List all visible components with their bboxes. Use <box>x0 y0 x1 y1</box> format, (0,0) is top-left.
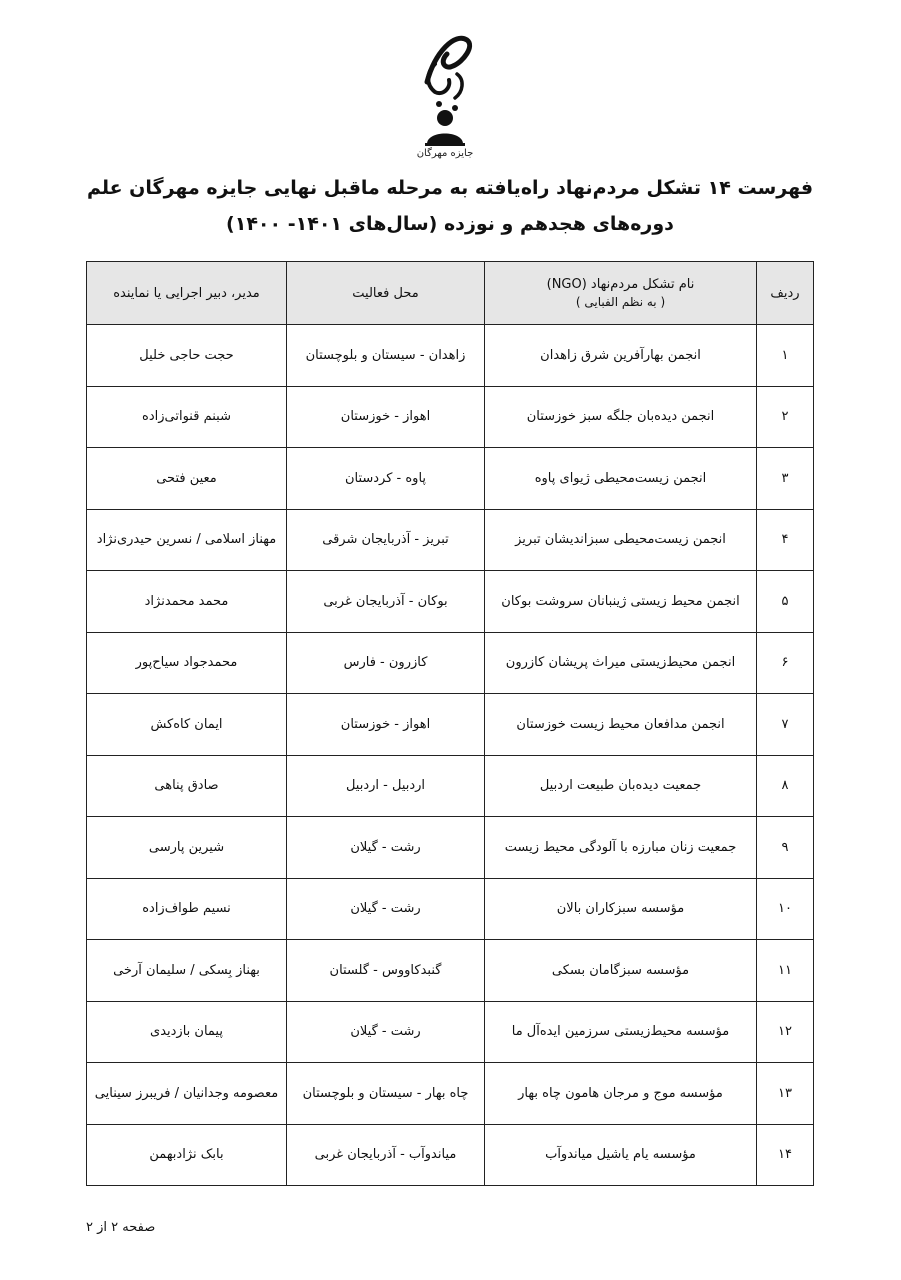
ngo-name: مؤسسه یام یاشیل میاندوآب <box>485 1124 757 1186</box>
ngo-location: رشت - گیلان <box>287 1001 485 1063</box>
table-row <box>87 1001 814 1063</box>
ngo-location: میاندوآب - آذربایجان غربی <box>287 1124 485 1186</box>
table-row <box>87 940 814 1002</box>
row-number: ۱۰ <box>757 878 814 940</box>
ngo-name: جمعیت زنان مبارزه با آلودگی محیط زیست <box>485 817 757 879</box>
ngo-manager: شبنم قنواتی‌زاده <box>87 386 287 448</box>
page-number: صفحه ۲ از ۲ <box>86 1220 156 1235</box>
header-row-number: ردیف <box>757 262 814 325</box>
ngo-name: انجمن بهارآفرین شرق زاهدان <box>485 325 757 387</box>
row-number: ۱ <box>757 325 814 387</box>
ngo-location: زاهدان - سیستان و بلوچستان <box>287 325 485 387</box>
header-location: محل فعالیت <box>287 262 485 325</box>
row-number: ۷ <box>757 694 814 756</box>
ngo-manager: محمدجواد سیاح‌پور <box>87 632 287 694</box>
header-ngo-name-label: نام تشکل مردم‌نهاد (NGO) <box>546 277 695 292</box>
ngo-manager: معصومه وجدانیان / فریبرز سینایی <box>87 1063 287 1125</box>
ngo-name: مؤسسه محیط‌زیستی سرزمین ایده‌آل ما <box>485 1001 757 1063</box>
ngo-name: مؤسسه سبزگامان بسکی <box>485 940 757 1002</box>
row-number: ۸ <box>757 755 814 817</box>
table-row <box>87 386 814 448</box>
ngo-manager: محمد محمدنژاد <box>87 571 287 633</box>
header-manager: مدیر، دبیر اجرایی یا نماینده <box>87 262 287 325</box>
table-row <box>87 1124 814 1186</box>
row-number: ۱۳ <box>757 1063 814 1125</box>
ngo-manager: شیرین پارسی <box>87 817 287 879</box>
ngo-manager: معین فتحی <box>87 448 287 510</box>
table-row <box>87 632 814 694</box>
row-number: ۳ <box>757 448 814 510</box>
row-number: ۶ <box>757 632 814 694</box>
ngo-manager: پیمان بازدیدی <box>87 1001 287 1063</box>
ngo-manager: بابک نژادبهمن <box>87 1124 287 1186</box>
ngo-table <box>86 261 814 1186</box>
ngo-manager: ایمان کاه‌کش <box>87 694 287 756</box>
ngo-location: رشت - گیلان <box>287 878 485 940</box>
table-row <box>87 509 814 571</box>
page-subtitle: دوره‌های هجدهم و نوزده (سال‌های ۱۴۰۱- ۱۴۰۰) <box>226 213 674 235</box>
table-row <box>87 448 814 510</box>
table-row <box>87 694 814 756</box>
ngo-location: کازرون - فارس <box>287 632 485 694</box>
logo-caption: جایزه مهرگان <box>416 148 474 159</box>
row-number: ۱۴ <box>757 1124 814 1186</box>
ngo-location: بوکان - آذربایجان غربی <box>287 571 485 633</box>
ngo-location: گنبدکاووس - گلستان <box>287 940 485 1002</box>
row-number: ۲ <box>757 386 814 448</box>
ngo-name: انجمن دیده‌بان جلگه سبز خوزستان <box>485 386 757 448</box>
row-number: ۵ <box>757 571 814 633</box>
ngo-location: اهواز - خوزستان <box>287 386 485 448</box>
row-number: ۴ <box>757 509 814 571</box>
ngo-location: پاوه - کردستان <box>287 448 485 510</box>
ngo-name: انجمن محیط زیستی ژینبانان سروشت بوکان <box>485 571 757 633</box>
ngo-name: جمعیت دیده‌بان طبیعت اردبیل <box>485 755 757 817</box>
table-row <box>87 878 814 940</box>
ngo-manager: صادق پناهی <box>87 755 287 817</box>
ngo-manager: مهناز اسلامی / نسرین حیدری‌نژاد <box>87 509 287 571</box>
ngo-manager: نسیم طواف‌زاده <box>87 878 287 940</box>
ngo-name: انجمن زیست‌محیطی سبزاندیشان تبریز <box>485 509 757 571</box>
table-row <box>87 1063 814 1125</box>
ngo-location: تبریز - آذربایجان شرقی <box>287 509 485 571</box>
ngo-manager: بهناز بِسکی / سلیمان آرخی <box>87 940 287 1002</box>
header-ngo-name <box>485 262 757 325</box>
ngo-location: اردبیل - اردبیل <box>287 755 485 817</box>
row-number: ۱۲ <box>757 1001 814 1063</box>
page-title: فهرست ۱۴ تشکل مردم‌نهاد راه‌یافته به مرحله ماقبل نهایی جایزه مهرگان علم <box>86 177 814 199</box>
ngo-name: مؤسسه سبزکاران بالان <box>485 878 757 940</box>
table-row <box>87 817 814 879</box>
ngo-location: چاه بهار - سیستان و بلوچستان <box>287 1063 485 1125</box>
header-ngo-name-sub: ( به نظم الفبایی ) <box>575 295 666 309</box>
table-row <box>87 755 814 817</box>
row-number: ۹ <box>757 817 814 879</box>
table-header-row <box>87 262 814 325</box>
table-row <box>87 325 814 387</box>
ngo-name: انجمن زیست‌محیطی ژیوای پاوه <box>485 448 757 510</box>
ngo-manager: حجت حاجی خلیل <box>87 325 287 387</box>
ngo-location: رشت - گیلان <box>287 817 485 879</box>
row-number: ۱۱ <box>757 940 814 1002</box>
ngo-name: مؤسسه موج و مرجان هامون چاه بهار <box>485 1063 757 1125</box>
ngo-name: انجمن محیط‌زیستی میراث پریشان کازرون <box>485 632 757 694</box>
ngo-name: انجمن مدافعان محیط زیست خوزستان <box>485 694 757 756</box>
table-row <box>87 571 814 633</box>
ngo-location: اهواز - خوزستان <box>287 694 485 756</box>
